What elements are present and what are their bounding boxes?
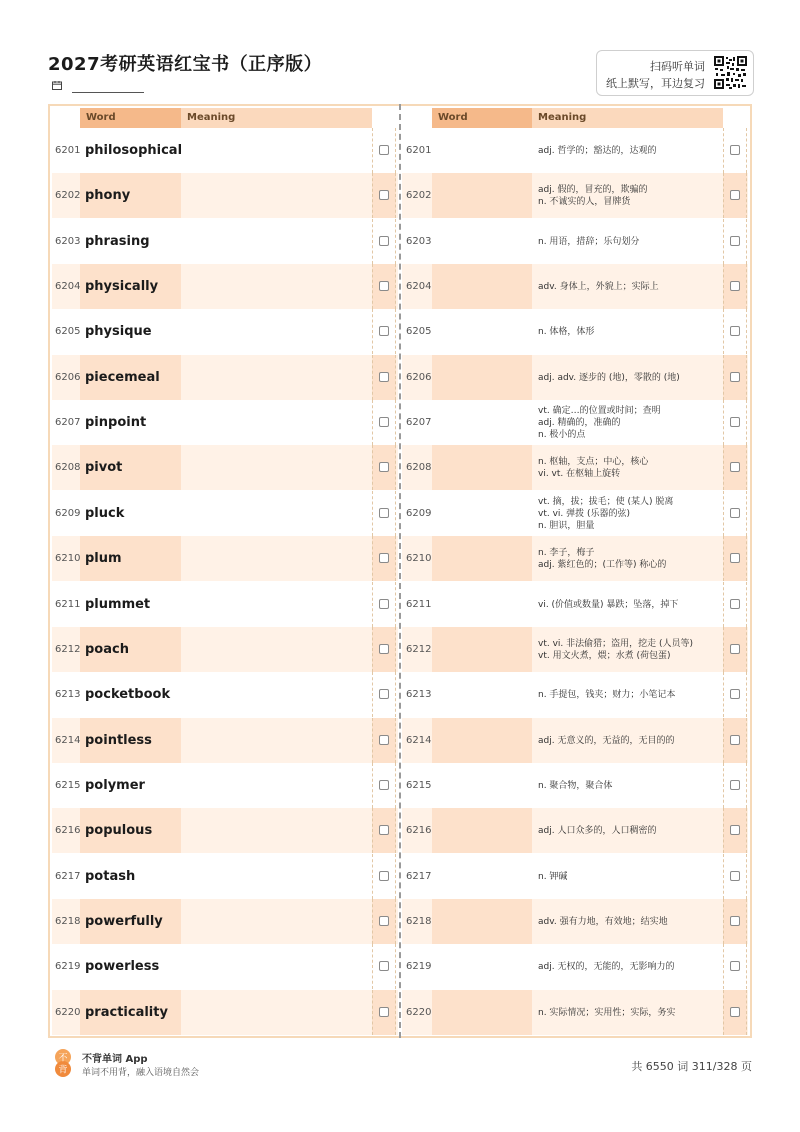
left-checkbox[interactable]	[379, 735, 389, 745]
right-word-cell-bg	[432, 491, 532, 536]
right-meaning-text	[532, 854, 723, 899]
right-word-cell-bg	[432, 355, 532, 400]
right-meaning-text	[532, 173, 723, 218]
left-entry-number: 6201	[55, 145, 81, 156]
meaning-line: vi. vt. 在枢轴上旋转	[538, 468, 621, 479]
right-word-cell-bg	[432, 899, 532, 944]
left-entry-number: 6212	[55, 644, 81, 655]
right-entry-number: 6210	[406, 553, 432, 564]
left-entry-number: 6214	[55, 735, 81, 746]
left-checkbox[interactable]	[379, 599, 389, 609]
left-entry-number: 6213	[55, 689, 81, 700]
left-checkbox[interactable]	[379, 462, 389, 472]
left-word-text: pluck	[85, 506, 125, 521]
left-entry-number: 6206	[55, 372, 81, 383]
left-word-text: plummet	[85, 597, 151, 612]
right-word-cell-bg	[432, 718, 532, 763]
right-checkbox[interactable]	[730, 372, 740, 382]
right-meaning-text	[532, 400, 723, 445]
right-word-cell-bg	[432, 854, 532, 899]
right-meaning-text	[532, 536, 723, 581]
right-entry-number: 6204	[406, 281, 432, 292]
qr-code-icon	[714, 56, 747, 89]
left-word-text: practicality	[85, 1005, 168, 1020]
meaning-line: adv. 强有力地，有效地；结实地	[538, 916, 668, 927]
left-word-text: physique	[85, 324, 152, 339]
meaning-line: n. 聚合物，聚合体	[538, 780, 613, 791]
left-checkbox[interactable]	[379, 689, 389, 699]
right-word-cell-bg	[432, 627, 532, 672]
right-checkbox[interactable]	[730, 553, 740, 563]
meaning-line: n. 不诚实的人，冒牌货	[538, 196, 631, 207]
right-entry-number: 6217	[406, 871, 432, 882]
left-word-text: populous	[85, 823, 153, 838]
right-checkbox[interactable]	[730, 644, 740, 654]
right-checkbox[interactable]	[730, 417, 740, 427]
right-checkbox[interactable]	[730, 1007, 740, 1017]
right-meaning-text	[532, 491, 723, 536]
left-checkbox[interactable]	[379, 871, 389, 881]
left-entry-number: 6220	[55, 1007, 81, 1018]
right-word-cell-bg	[432, 309, 532, 354]
meaning-line: n. 体格，体形	[538, 326, 595, 337]
left-entry-number: 6207	[55, 417, 81, 428]
left-checkbox[interactable]	[379, 281, 389, 291]
app-slogan: 单词不用背，融入语境自然会	[82, 1068, 200, 1078]
left-word-text: pivot	[85, 460, 123, 475]
meaning-line: adj. 无意义的，无益的，无目的的	[538, 735, 675, 746]
right-entry-number: 6215	[406, 780, 432, 791]
right-checkbox[interactable]	[730, 326, 740, 336]
left-word-text: philosophical	[85, 143, 183, 158]
left-checkbox[interactable]	[379, 961, 389, 971]
page-title: 2027考研英语红宝书（正序版）	[48, 54, 323, 75]
right-entry-number: 6203	[406, 236, 432, 247]
calendar-icon	[52, 81, 62, 90]
left-checkbox[interactable]	[379, 190, 389, 200]
right-entry-number: 6201	[406, 145, 432, 156]
left-checkbox[interactable]	[379, 780, 389, 790]
meaning-line: vi. (价值或数量) 暴跌；坠落，掉下	[538, 599, 679, 610]
qr-code-box[interactable]	[596, 50, 754, 96]
right-word-header: Word	[432, 108, 532, 128]
meaning-line: vt. 摘，拔；拔毛；使 (某人) 脱离	[538, 496, 674, 507]
right-word-cell-bg	[432, 219, 532, 264]
right-checkbox[interactable]	[730, 281, 740, 291]
right-checkbox[interactable]	[730, 190, 740, 200]
left-checkbox[interactable]	[379, 644, 389, 654]
left-entry-number: 6203	[55, 236, 81, 247]
meaning-line: adj. 精确的，准确的	[538, 417, 621, 428]
app-name: 不背单词 App	[82, 1054, 148, 1065]
meaning-line: vt. 确定…的位置或时间；查明	[538, 405, 661, 416]
left-entry-number: 6210	[55, 553, 81, 564]
right-meaning-text	[532, 128, 723, 173]
meaning-line: n. 李子，梅子	[538, 547, 595, 558]
right-checkbox[interactable]	[730, 689, 740, 699]
left-entry-number: 6208	[55, 462, 81, 473]
left-entry-number: 6209	[55, 508, 81, 519]
left-word-text: physically	[85, 279, 159, 294]
left-word-text: powerfully	[85, 914, 163, 929]
right-entry-number: 6213	[406, 689, 432, 700]
left-checkbox[interactable]	[379, 553, 389, 563]
right-meaning-text	[532, 582, 723, 627]
meaning-line: adj. 假的，冒充的，欺骗的	[538, 184, 648, 195]
right-word-cell-bg	[432, 944, 532, 989]
right-entry-number: 6214	[406, 735, 432, 746]
meaning-line: adj. 哲学的；豁达的，达观的	[538, 145, 657, 156]
meaning-line: vt. 用文火煮，煨；水煮 (荷包蛋)	[538, 650, 671, 661]
right-checkbox[interactable]	[730, 961, 740, 971]
right-meaning-text	[532, 763, 723, 808]
right-word-cell-bg	[432, 763, 532, 808]
logo-char-bottom: 背	[58, 1065, 68, 1076]
right-meaning-header: Meaning	[532, 108, 723, 128]
right-entry-number: 6205	[406, 326, 432, 337]
left-word-text: pinpoint	[85, 415, 147, 430]
left-meaning-header: Meaning	[181, 108, 372, 128]
right-checkbox[interactable]	[730, 916, 740, 926]
meaning-line: vt. vi. 弹拨 (乐器的弦)	[538, 508, 631, 519]
right-meaning-text	[532, 944, 723, 989]
meaning-line: n. 手提包，钱夹；财力；小笔记本	[538, 689, 676, 700]
left-word-text: phony	[85, 188, 131, 203]
right-meaning-text	[532, 808, 723, 853]
meaning-line: vt. vi. 非法偷猎；盗用，挖走 (人员等)	[538, 638, 694, 649]
left-entry-number: 6217	[55, 871, 81, 882]
left-entry-number: 6204	[55, 281, 81, 292]
left-entry-number: 6202	[55, 190, 81, 201]
left-checkbox[interactable]	[379, 417, 389, 427]
left-word-text: powerless	[85, 959, 160, 974]
right-checkbox[interactable]	[730, 780, 740, 790]
right-meaning-text	[532, 899, 723, 944]
right-meaning-text	[532, 990, 723, 1035]
meaning-line: n. 实际情况；实用性；实际，务实	[538, 1007, 676, 1018]
logo-char-top: 不	[58, 1053, 68, 1064]
right-word-cell-bg	[432, 445, 532, 490]
right-meaning-text	[532, 627, 723, 672]
left-checkbox[interactable]	[379, 372, 389, 382]
left-entry-number: 6215	[55, 780, 81, 791]
left-checkbox[interactable]	[379, 916, 389, 926]
left-checkbox[interactable]	[379, 825, 389, 835]
app-logo-icon	[52, 1049, 74, 1077]
left-word-text: potash	[85, 869, 136, 884]
right-checkbox[interactable]	[730, 145, 740, 155]
left-checkbox[interactable]	[379, 326, 389, 336]
meaning-line: n. 用语，措辞；乐句划分	[538, 236, 640, 247]
left-checkbox[interactable]	[379, 145, 389, 155]
right-entry-number: 6218	[406, 916, 432, 927]
meaning-line: adj. adv. 逐步的 (地)，零散的 (地)	[538, 372, 680, 383]
right-word-cell-bg	[432, 990, 532, 1035]
right-meaning-text	[532, 445, 723, 490]
right-checkbox[interactable]	[730, 735, 740, 745]
left-checkbox[interactable]	[379, 508, 389, 518]
right-meaning-text	[532, 718, 723, 763]
right-entry-number: 6206	[406, 372, 432, 383]
left-word-text: pocketbook	[85, 687, 171, 702]
left-word-text: polymer	[85, 778, 145, 793]
left-word-header: Word	[80, 108, 181, 128]
right-entry-number: 6207	[406, 417, 432, 428]
qr-caption-line2: 纸上默写，耳边复习	[606, 77, 705, 90]
right-checkbox[interactable]	[730, 825, 740, 835]
left-word-text: piecemeal	[85, 370, 160, 385]
right-checkbox[interactable]	[730, 599, 740, 609]
right-entry-number: 6209	[406, 508, 432, 519]
left-entry-number: 6218	[55, 916, 81, 927]
date-line	[72, 92, 144, 93]
meaning-line: adv. 身体上，外貌上；实际上	[538, 281, 659, 292]
left-entry-number: 6211	[55, 599, 81, 610]
meaning-line: n. 极小的点	[538, 429, 586, 440]
left-checkbox[interactable]	[379, 1007, 389, 1017]
left-word-text: phrasing	[85, 234, 150, 249]
left-entry-number: 6205	[55, 326, 81, 337]
right-word-cell-bg	[432, 808, 532, 853]
meaning-line: adj. 无权的，无能的，无影响力的	[538, 961, 675, 972]
right-word-cell-bg	[432, 672, 532, 717]
right-entry-number: 6216	[406, 825, 432, 836]
right-checkbox[interactable]	[730, 871, 740, 881]
meaning-line: n. 枢轴，支点；中心，核心	[538, 456, 649, 467]
left-word-text: plum	[85, 551, 122, 566]
qr-caption-line1: 扫码听单词	[650, 60, 705, 73]
left-word-text: pointless	[85, 733, 152, 748]
right-meaning-text	[532, 309, 723, 354]
meaning-line: adj. 人口众多的，人口稠密的	[538, 825, 657, 836]
right-meaning-text	[532, 355, 723, 400]
right-entry-number: 6211	[406, 599, 432, 610]
page-info: 共 6550 词 311/328 页	[631, 1060, 752, 1073]
right-meaning-text	[532, 219, 723, 264]
right-word-cell-bg	[432, 264, 532, 309]
right-word-cell-bg	[432, 173, 532, 218]
meaning-line: adj. 紫红色的；(工作等) 称心的	[538, 559, 667, 570]
left-entry-number: 6216	[55, 825, 81, 836]
right-entry-number: 6208	[406, 462, 432, 473]
right-word-cell-bg	[432, 582, 532, 627]
right-word-cell-bg	[432, 400, 532, 445]
right-entry-number: 6202	[406, 190, 432, 201]
right-meaning-text	[532, 264, 723, 309]
right-checkbox[interactable]	[730, 508, 740, 518]
left-word-text: poach	[85, 642, 129, 657]
right-entry-number: 6219	[406, 961, 432, 972]
right-checkbox[interactable]	[730, 236, 740, 246]
right-meaning-text	[532, 672, 723, 717]
left-entry-number: 6219	[55, 961, 81, 972]
meaning-line: n. 钾碱	[538, 871, 568, 882]
right-checkbox[interactable]	[730, 462, 740, 472]
right-entry-number: 6220	[406, 1007, 432, 1018]
right-entry-number: 6212	[406, 644, 432, 655]
left-checkbox[interactable]	[379, 236, 389, 246]
meaning-line: n. 胆识，胆量	[538, 520, 595, 531]
right-word-cell-bg	[432, 536, 532, 581]
right-word-cell-bg	[432, 128, 532, 173]
